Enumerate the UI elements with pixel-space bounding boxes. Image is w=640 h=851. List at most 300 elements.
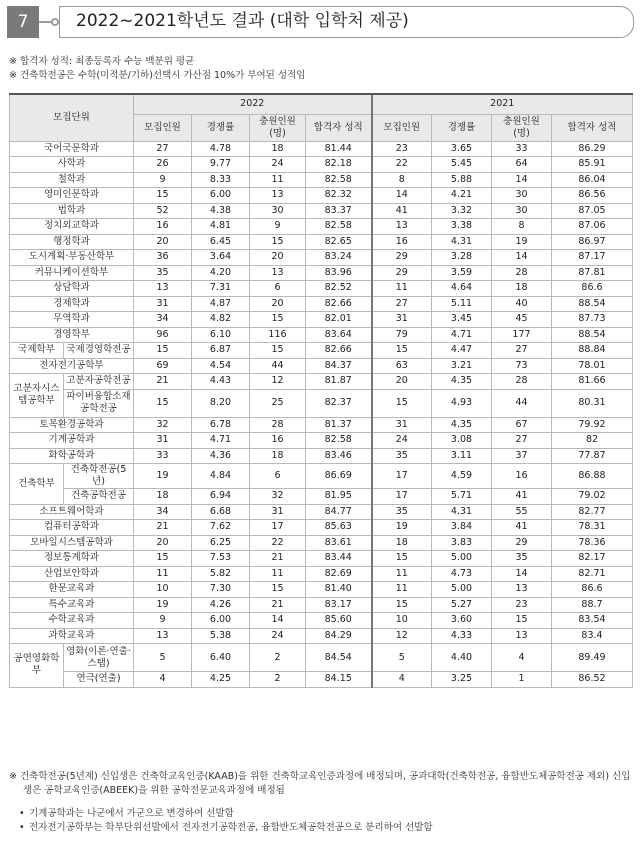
value-cell: 5.38 [192, 628, 250, 644]
value-cell: 31 [134, 296, 192, 312]
value-cell: 4.71 [192, 433, 250, 449]
value-cell: 6.40 [192, 644, 250, 672]
value-cell: 3.11 [432, 448, 492, 464]
value-cell: 31 [134, 433, 192, 449]
value-cell: 81.37 [306, 417, 372, 433]
value-cell: 11 [372, 582, 432, 598]
value-cell: 21 [134, 374, 192, 390]
table-row [10, 203, 633, 219]
value-cell: 17 [250, 520, 306, 536]
value-cell: 96 [134, 327, 192, 343]
value-cell: 22 [250, 535, 306, 551]
value-cell: 3.65 [432, 141, 492, 157]
value-cell: 45 [492, 312, 552, 328]
value-cell: 83.4 [552, 628, 633, 644]
value-cell: 19 [492, 234, 552, 250]
col-header: 합격자 성적 [306, 114, 372, 141]
value-cell: 30 [492, 188, 552, 204]
value-cell: 5.00 [432, 582, 492, 598]
unit-cell: 화학공학과 [10, 448, 134, 464]
value-cell: 63 [372, 358, 432, 374]
value-cell: 79.02 [552, 489, 633, 505]
unit-cell: 한문교육과 [10, 582, 134, 598]
value-cell: 4.78 [192, 141, 250, 157]
value-cell: 15 [134, 389, 192, 417]
value-cell: 5.27 [432, 597, 492, 613]
value-cell: 3.64 [192, 250, 250, 266]
value-cell: 6.00 [192, 613, 250, 629]
bullet-item: • 기계공학과는 나군에서 가군으로 변경하여 선발함 [19, 807, 632, 821]
value-cell: 27 [492, 433, 552, 449]
value-cell: 81.40 [306, 582, 372, 598]
value-cell: 87.73 [552, 312, 633, 328]
value-cell: 6.10 [192, 327, 250, 343]
table-row [10, 219, 633, 235]
value-cell: 4.20 [192, 265, 250, 281]
table-row [10, 613, 633, 629]
value-cell: 78.01 [552, 358, 633, 374]
value-cell: 21 [250, 597, 306, 613]
value-cell: 4.36 [192, 448, 250, 464]
value-cell: 86.6 [552, 281, 633, 297]
value-cell: 88.84 [552, 343, 633, 359]
unit-cell: 건축공학전공 [64, 489, 134, 505]
value-cell: 85.60 [306, 613, 372, 629]
value-cell: 85.63 [306, 520, 372, 536]
value-cell: 82.58 [306, 219, 372, 235]
value-cell: 15 [372, 343, 432, 359]
value-cell: 23 [372, 141, 432, 157]
value-cell: 31 [372, 417, 432, 433]
value-cell: 4.73 [432, 566, 492, 582]
value-cell: 16 [492, 464, 552, 489]
value-cell: 83.37 [306, 203, 372, 219]
unit-cell: 국제경영학전공 [64, 343, 134, 359]
value-cell: 3.38 [432, 219, 492, 235]
value-cell: 81.66 [552, 374, 633, 390]
unit-cell: 파이버융합소재 공학전공 [64, 389, 134, 417]
value-cell: 87.06 [552, 219, 633, 235]
value-cell: 28 [492, 265, 552, 281]
unit-cell: 경영학부 [10, 327, 134, 343]
table-row [10, 265, 633, 281]
col-header: 모집인원 [372, 114, 432, 141]
table-row [10, 504, 633, 520]
value-cell: 82.66 [306, 296, 372, 312]
value-cell: 6 [250, 281, 306, 297]
group-cell: 공연영화학부 [10, 644, 64, 688]
value-cell: 77.87 [552, 448, 633, 464]
value-cell: 88.54 [552, 327, 633, 343]
col-header: 경쟁률 [432, 114, 492, 141]
unit-cell: 행정학과 [10, 234, 134, 250]
value-cell: 5.71 [432, 489, 492, 505]
value-cell: 6.87 [192, 343, 250, 359]
value-cell: 67 [492, 417, 552, 433]
value-cell: 6.94 [192, 489, 250, 505]
unit-cell: 소프트웨어학과 [10, 504, 134, 520]
value-cell: 8.20 [192, 389, 250, 417]
value-cell: 5.00 [432, 551, 492, 567]
value-cell: 4 [492, 644, 552, 672]
value-cell: 12 [372, 628, 432, 644]
value-cell: 3.83 [432, 535, 492, 551]
value-cell: 83.96 [306, 265, 372, 281]
value-cell: 86.56 [552, 188, 633, 204]
value-cell: 4.47 [432, 343, 492, 359]
value-cell: 55 [492, 504, 552, 520]
value-cell: 7.62 [192, 520, 250, 536]
value-cell: 5 [372, 644, 432, 672]
value-cell: 4.38 [192, 203, 250, 219]
value-cell: 3.28 [432, 250, 492, 266]
value-cell: 15 [372, 597, 432, 613]
value-cell: 15 [372, 551, 432, 567]
value-cell: 3.21 [432, 358, 492, 374]
value-cell: 13 [134, 628, 192, 644]
value-cell: 41 [492, 520, 552, 536]
value-cell: 35 [372, 448, 432, 464]
table-row [10, 188, 633, 204]
value-cell: 4.59 [432, 464, 492, 489]
value-cell: 15 [250, 582, 306, 598]
section-header [7, 6, 634, 38]
value-cell: 5.11 [432, 296, 492, 312]
value-cell: 82.58 [306, 172, 372, 188]
value-cell: 11 [134, 566, 192, 582]
value-cell: 86.6 [552, 582, 633, 598]
value-cell: 6.68 [192, 504, 250, 520]
value-cell: 34 [134, 504, 192, 520]
value-cell: 2 [250, 672, 306, 688]
value-cell: 64 [492, 157, 552, 173]
value-cell: 13 [250, 265, 306, 281]
header-connector-dot [51, 18, 59, 26]
unit-cell: 영미인문학과 [10, 188, 134, 204]
value-cell: 4.81 [192, 219, 250, 235]
unit-cell: 정보통계학과 [10, 551, 134, 567]
table-row [10, 374, 633, 390]
unit-cell: 고분자공학전공 [64, 374, 134, 390]
unit-cell: 산업보안학과 [10, 566, 134, 582]
value-cell: 3.08 [432, 433, 492, 449]
year-header-2022: 2022 [134, 94, 372, 114]
value-cell: 10 [134, 582, 192, 598]
year-header-2021: 2021 [372, 94, 633, 114]
table-row [10, 250, 633, 266]
value-cell: 81.87 [306, 374, 372, 390]
unit-cell: 영화(이론·연출· 스탭) [64, 644, 134, 672]
value-cell: 14 [492, 566, 552, 582]
value-cell: 82.37 [306, 389, 372, 417]
value-cell: 11 [250, 172, 306, 188]
value-cell: 15 [492, 613, 552, 629]
value-cell: 33 [134, 448, 192, 464]
value-cell: 4.35 [432, 417, 492, 433]
value-cell: 8 [492, 219, 552, 235]
value-cell: 13 [372, 219, 432, 235]
value-cell: 11 [250, 566, 306, 582]
value-cell: 9 [134, 613, 192, 629]
value-cell: 12 [250, 374, 306, 390]
value-cell: 9.77 [192, 157, 250, 173]
value-cell: 18 [372, 535, 432, 551]
value-cell: 15 [372, 389, 432, 417]
unit-cell: 무역학과 [10, 312, 134, 328]
table-row [10, 327, 633, 343]
value-cell: 78.36 [552, 535, 633, 551]
value-cell: 85.91 [552, 157, 633, 173]
unit-cell: 철학과 [10, 172, 134, 188]
value-cell: 81.44 [306, 141, 372, 157]
unit-cell: 사학과 [10, 157, 134, 173]
value-cell: 20 [134, 535, 192, 551]
value-cell: 86.04 [552, 172, 633, 188]
value-cell: 79.92 [552, 417, 633, 433]
value-cell: 6.00 [192, 188, 250, 204]
value-cell: 84.29 [306, 628, 372, 644]
value-cell: 4.43 [192, 374, 250, 390]
value-cell: 73 [492, 358, 552, 374]
table-row [10, 343, 633, 359]
value-cell: 8.33 [192, 172, 250, 188]
value-cell: 14 [492, 172, 552, 188]
value-cell: 89.49 [552, 644, 633, 672]
table-row [10, 628, 633, 644]
table-row [10, 582, 633, 598]
value-cell: 116 [250, 327, 306, 343]
value-cell: 4.40 [432, 644, 492, 672]
unit-cell: 경제학과 [10, 296, 134, 312]
value-cell: 82 [552, 433, 633, 449]
value-cell: 16 [250, 433, 306, 449]
value-cell: 35 [492, 551, 552, 567]
value-cell: 88.7 [552, 597, 633, 613]
table-row [10, 566, 633, 582]
value-cell: 24 [250, 628, 306, 644]
col-header: 경쟁률 [192, 114, 250, 141]
section-title: 2022~2021학년도 결과 (대학 입학처 제공) [59, 6, 634, 38]
value-cell: 31 [372, 312, 432, 328]
value-cell: 4 [134, 672, 192, 688]
value-cell: 7.31 [192, 281, 250, 297]
value-cell: 5 [134, 644, 192, 672]
value-cell: 22 [372, 157, 432, 173]
value-cell: 4 [372, 672, 432, 688]
value-cell: 10 [372, 613, 432, 629]
unit-cell: 국어국문학과 [10, 141, 134, 157]
value-cell: 87.17 [552, 250, 633, 266]
value-cell: 177 [492, 327, 552, 343]
value-cell: 84.15 [306, 672, 372, 688]
value-cell: 83.61 [306, 535, 372, 551]
value-cell: 86.88 [552, 464, 633, 489]
note-score: ※ 합격자 성적: 최종등록자 수능 백분위 평균 [9, 56, 195, 67]
value-cell: 21 [250, 551, 306, 567]
value-cell: 35 [372, 504, 432, 520]
value-cell: 15 [134, 343, 192, 359]
unit-cell: 수학교육과 [10, 613, 134, 629]
value-cell: 18 [250, 448, 306, 464]
value-cell: 41 [492, 489, 552, 505]
unit-cell: 특수교육과 [10, 597, 134, 613]
value-cell: 13 [492, 628, 552, 644]
value-cell: 82.66 [306, 343, 372, 359]
value-cell: 20 [250, 296, 306, 312]
unit-cell: 전자전기공학부 [10, 358, 134, 374]
value-cell: 14 [250, 613, 306, 629]
value-cell: 84.77 [306, 504, 372, 520]
group-cell: 건축학부 [10, 464, 64, 505]
value-cell: 14 [372, 188, 432, 204]
value-cell: 86.29 [552, 141, 633, 157]
unit-cell: 도시계획·부동산학부 [10, 250, 134, 266]
value-cell: 82.32 [306, 188, 372, 204]
notes [9, 55, 305, 83]
value-cell: 83.54 [552, 613, 633, 629]
group-cell: 국제학부 [10, 343, 64, 359]
value-cell: 69 [134, 358, 192, 374]
table-row [10, 520, 633, 536]
value-cell: 4.84 [192, 464, 250, 489]
value-cell: 4.21 [432, 188, 492, 204]
value-cell: 29 [372, 250, 432, 266]
value-cell: 4.26 [192, 597, 250, 613]
value-cell: 4.82 [192, 312, 250, 328]
table-row [10, 281, 633, 297]
value-cell: 88.54 [552, 296, 633, 312]
value-cell: 84.54 [306, 644, 372, 672]
value-cell: 83.17 [306, 597, 372, 613]
value-cell: 26 [134, 157, 192, 173]
table-row [10, 234, 633, 250]
value-cell: 11 [372, 566, 432, 582]
value-cell: 3.60 [432, 613, 492, 629]
footer-notes [9, 770, 632, 834]
value-cell: 3.32 [432, 203, 492, 219]
value-cell: 25 [250, 389, 306, 417]
value-cell: 3.84 [432, 520, 492, 536]
value-cell: 84.37 [306, 358, 372, 374]
footer-bullets [9, 807, 632, 834]
value-cell: 29 [492, 535, 552, 551]
table-row [10, 172, 633, 188]
value-cell: 87.81 [552, 265, 633, 281]
value-cell: 37 [492, 448, 552, 464]
table-row [10, 448, 633, 464]
value-cell: 18 [250, 141, 306, 157]
value-cell: 16 [372, 234, 432, 250]
unit-cell: 컴퓨터공학과 [10, 520, 134, 536]
table-row [10, 312, 633, 328]
value-cell: 27 [372, 296, 432, 312]
value-cell: 3.45 [432, 312, 492, 328]
value-cell: 1 [492, 672, 552, 688]
value-cell: 2 [250, 644, 306, 672]
value-cell: 15 [134, 188, 192, 204]
value-cell: 11 [372, 281, 432, 297]
table-row [10, 296, 633, 312]
note-architecture: ※ 건축학전공은 수학(미적분/기하)선택시 가산점 10%가 부여된 성적임 [9, 70, 306, 81]
value-cell: 86.52 [552, 672, 633, 688]
value-cell: 23 [492, 597, 552, 613]
value-cell: 35 [134, 265, 192, 281]
value-cell: 9 [250, 219, 306, 235]
value-cell: 17 [372, 489, 432, 505]
value-cell: 18 [492, 281, 552, 297]
value-cell: 15 [250, 343, 306, 359]
bullet-item: • 전자전기공학부는 학부단위선발에서 전자전기공학전공, 융합반도체공학전공으로 분리하여 선발함 [19, 821, 632, 835]
value-cell: 14 [492, 250, 552, 266]
value-cell: 44 [250, 358, 306, 374]
col-header: 충원인원 (명) [492, 114, 552, 141]
table-row [10, 389, 633, 417]
value-cell: 4.71 [432, 327, 492, 343]
table-row [10, 644, 633, 672]
value-cell: 9 [134, 172, 192, 188]
value-cell: 41 [372, 203, 432, 219]
unit-cell: 건축학전공(5년) [64, 464, 134, 489]
value-cell: 6.78 [192, 417, 250, 433]
value-cell: 79 [372, 327, 432, 343]
value-cell: 7.53 [192, 551, 250, 567]
results-table [9, 93, 633, 688]
value-cell: 13 [134, 281, 192, 297]
value-cell: 20 [372, 374, 432, 390]
table-row [10, 489, 633, 505]
table-row [10, 597, 633, 613]
value-cell: 27 [134, 141, 192, 157]
value-cell: 4.31 [432, 504, 492, 520]
table-row [10, 535, 633, 551]
table-row [10, 358, 633, 374]
value-cell: 24 [372, 433, 432, 449]
value-cell: 82.52 [306, 281, 372, 297]
value-cell: 52 [134, 203, 192, 219]
value-cell: 82.18 [306, 157, 372, 173]
value-cell: 4.31 [432, 234, 492, 250]
value-cell: 18 [134, 489, 192, 505]
value-cell: 16 [134, 219, 192, 235]
value-cell: 5.88 [432, 172, 492, 188]
value-cell: 83.64 [306, 327, 372, 343]
value-cell: 3.59 [432, 265, 492, 281]
value-cell: 19 [372, 520, 432, 536]
value-cell: 3.25 [432, 672, 492, 688]
value-cell: 78.31 [552, 520, 633, 536]
value-cell: 83.44 [306, 551, 372, 567]
unit-cell: 토목환경공학과 [10, 417, 134, 433]
value-cell: 24 [250, 157, 306, 173]
value-cell: 81.95 [306, 489, 372, 505]
value-cell: 4.87 [192, 296, 250, 312]
value-cell: 5.82 [192, 566, 250, 582]
value-cell: 34 [134, 312, 192, 328]
value-cell: 28 [250, 417, 306, 433]
value-cell: 86.97 [552, 234, 633, 250]
value-cell: 19 [134, 464, 192, 489]
col-header: 충원인원 (명) [250, 114, 306, 141]
value-cell: 8 [372, 172, 432, 188]
col-header-unit: 모집단위 [10, 94, 134, 141]
value-cell: 20 [250, 250, 306, 266]
value-cell: 82.65 [306, 234, 372, 250]
value-cell: 32 [250, 489, 306, 505]
value-cell: 6.45 [192, 234, 250, 250]
value-cell: 6.25 [192, 535, 250, 551]
value-cell: 7.30 [192, 582, 250, 598]
value-cell: 82.17 [552, 551, 633, 567]
